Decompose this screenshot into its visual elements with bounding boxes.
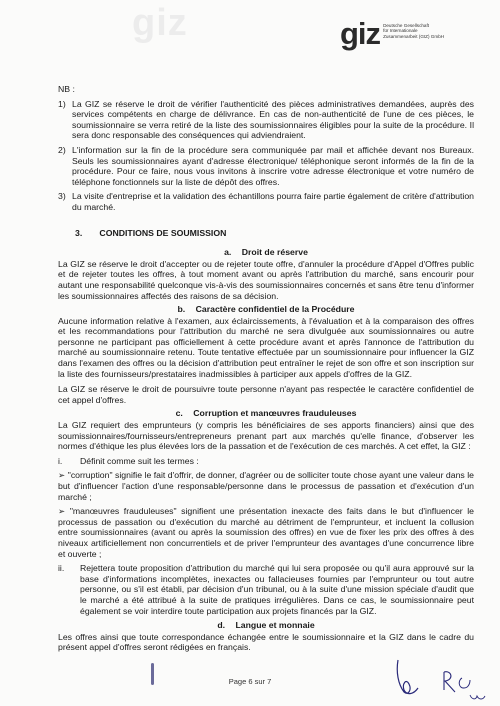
- nb-item: [58, 99, 474, 141]
- subsection-letter: d.: [217, 620, 226, 631]
- document-body: [58, 84, 474, 656]
- subsection-heading-b: [58, 304, 474, 315]
- roman-text: Définit comme suit les termes :: [80, 455, 199, 466]
- nb-item-number: 3): [58, 191, 66, 202]
- section-title: CONDITIONS DE SOUMISSION: [99, 227, 227, 238]
- roman-number: i.: [58, 455, 63, 466]
- nb-item-text: L'information sur la fin de la procédure sera communiquée par mail et affichée devant nos Bureaux. Seuls les soumissionnaires ayant d'adresse électronique/ téléphonique seront informés de la fin de la procédure. Pour ce faire, nous vous invitons à inscrire votre adresse électronique et votre numéro de téléphone fonctionnels sur la liste de dépôt des offres.: [72, 144, 474, 187]
- subsection-letter: b.: [177, 304, 186, 315]
- nb-item: [58, 191, 474, 212]
- roman-number: ii.: [58, 563, 65, 574]
- subsection-title: Droit de réserve: [241, 247, 308, 258]
- subsection-letter: c.: [175, 408, 183, 419]
- paragraph: Les offres ainsi que toute correspondance échangée entre le soumissionnaire et la GIZ dans le cadre du présent appel d'offres seront rédigées en français.: [58, 631, 474, 653]
- nb-item-number: 1): [58, 98, 66, 109]
- initials-stroke: [470, 695, 485, 699]
- logo-line: Deutsche Gesellschaft: [383, 23, 430, 28]
- subsection-heading-d: [58, 620, 474, 631]
- roman-item: [58, 456, 474, 467]
- paragraph: La GIZ requiert des emprunteurs (y compris les bénéficiaires de ses apports financiers) ainsi que des soumissionnaires/fournisseurs/entrepreneurs prenant part aux marchés qu'elle finance, d'observer les normes d'éthique les plus élevées lors de la passation et de l'exécution de ces marchés. A cet effet, la GIZ :: [58, 420, 474, 452]
- logo-line: für Internationale: [383, 28, 418, 34]
- subsection-letter: a.: [224, 247, 232, 258]
- subsection-heading-a: [58, 247, 474, 258]
- nb-item-text: La GIZ se réserve le droit de vérifier l'authenticité des pièces administratives demandées, auprès des services compétents en charge de délivrance. En cas de non-authenticité de l'une de ces pièces, le soumissionnaire se verra retiré de la liste des soumissionnaires éligibles pour la suite de la procédure. Il sera donc responsable des conséquences qui adviendraient.: [72, 98, 474, 141]
- logo-text: [383, 23, 444, 39]
- paragraph: La GIZ se réserve le droit de poursuivre toute personne n'ayant pas respectée le caractère confidentiel de cet appel d'offres.: [58, 384, 474, 405]
- watermark-text: giz: [132, 2, 188, 44]
- paragraph: La GIZ se réserve le droit d'accepter ou de rejeter toute offre, d'annuler la procédure d'Appel d'Offres public et de rejeter toutes les offres, à tout moment avant ou après l'attribution du marché, sans encourir pour autant une responsabilité quelconque vis-à-vis des soumissionnaires concernés et sans être tenu d'informer les soumissionnaires affectés des raisons de sa décision.: [58, 258, 474, 301]
- bullet-paragraph: ➢ "manœuvres frauduleuses" signifient une présentation inexacte des faits dans le but d'influencer le processus de passation ou d'exécution du marché au détriment de l'emprunteur, et incluent la collusion entre soumissionnaires (avant ou après la soumission des offres) en vue de fixer les prix des offres à des niveaux artificiellement non concurrentiels et de priver l'emprunteur des avantages d'une concurrence libre et ouverte ;: [58, 506, 474, 559]
- logo-line: Zusammenarbeit (GIZ) GmbH: [383, 33, 445, 39]
- logo-mark: giz: [340, 16, 381, 51]
- roman-text: Rejettera toute proposition d'attribution du marché qui lui sera proposée ou qu'il aura approuvé sur la base d'informations incomplètes, inexactes ou fallacieuses fournies par l'emprunteur ou tout autre personne, ou s'il est établi, par décision d'un tribunal, ou à la suite d'une mission spéciale d'audit que le marché a été attribué à la suite de pratiques irrégulières. Dans ce cas, le soumissionnaire peut également se voir interdire toute participation aux projets financés par la GIZ.: [80, 563, 474, 616]
- subsection-title: Caractère confidentiel de la Procédure: [195, 304, 355, 315]
- giz-logo: [340, 16, 445, 51]
- nb-item: [58, 145, 474, 187]
- section-heading: [75, 228, 474, 239]
- nb-label: NB :: [58, 84, 75, 94]
- nb-item-text: La visite d'entreprise et la validation des échantillons pourra faire partie également de critère d'attribution du marché.: [72, 191, 474, 212]
- nb-item-number: 2): [58, 144, 66, 155]
- roman-item: [58, 563, 474, 616]
- page-number: Page 6 sur 7: [228, 677, 272, 686]
- bullet-paragraph: ➢ "corruption" signifie le fait d'offrir, de donner, d'agréer ou de solliciter toute chose ayant une valeur dans le but d'influencer l'action d'une responsable/personne dans le processus de passation et d'exécution d'un marché ;: [58, 470, 474, 502]
- subsection-title: Langue et monnaie: [235, 620, 315, 631]
- section-number: 3.: [75, 227, 83, 238]
- paragraph: Aucune information relative à l'examen, aux éclaircissements, à l'évaluation et à la comparaison des offres et les recommandations pour l'attribution du marché ne sera divulguée aux soumissionnaires ou autre personne ne participant pas officiellement à cette procédure avant et après l'annonce de l'attribution du marché au soumissionnaire retenu. Toute tentative effectuée par un soumissionnaire pour influencer la GIZ dans l'examen des offres ou la décision d'attribution peut entraîner le rejet de son offre et son inscription sur la liste des fournisseurs/prestataires inadmissibles à participer aux appels d'offres de la GIZ.: [58, 315, 474, 379]
- subsection-title: Corruption et manœuvres frauduleuses: [193, 408, 357, 419]
- subsection-heading-c: [58, 408, 474, 419]
